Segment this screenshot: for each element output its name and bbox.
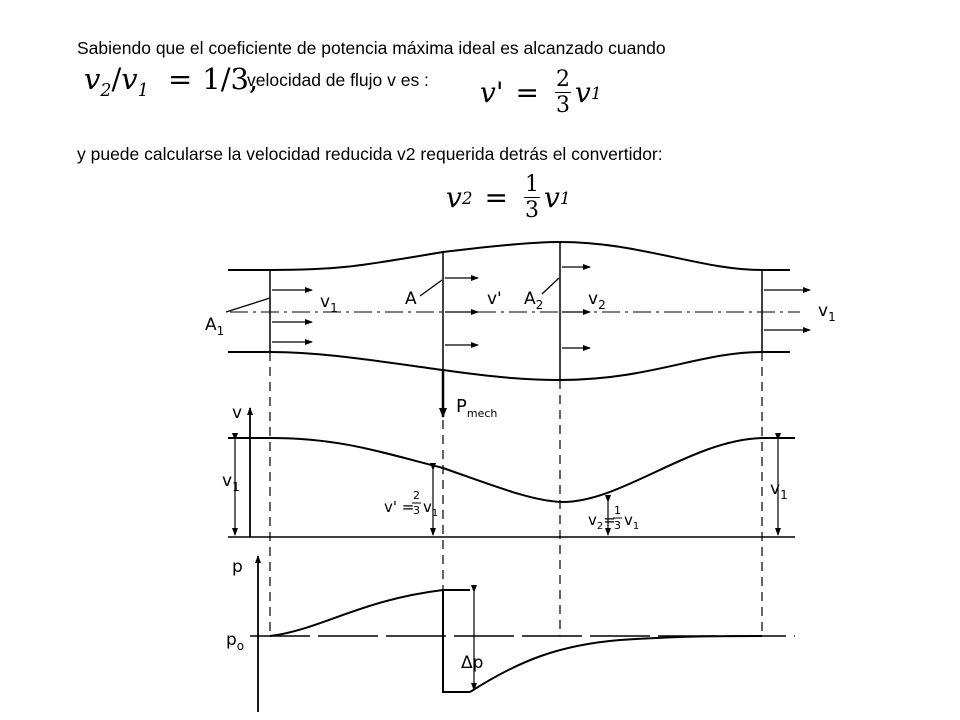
label-vprime-top: v' [487, 289, 502, 309]
eq2-var-sub: 1 [590, 82, 602, 103]
intro-text: Sabiendo que el coeficiente de potencia máxima ideal es alcanzado cuando [77, 38, 666, 58]
label-v1-rightlow: $v_1$ [770, 479, 788, 502]
label-a1: $A_1$ [205, 315, 225, 338]
eq1-lhs: v [84, 62, 101, 96]
streamtube-lower-boundary [228, 352, 790, 380]
label-v1-right: $v_1$ [818, 301, 836, 324]
label-v1-left: $v_1$ [222, 471, 240, 494]
label-vprime-eq: v' = [384, 498, 415, 516]
label-v-axis: v [232, 403, 243, 423]
label-v1-top: $v_1$ [320, 292, 338, 315]
eq3-var-sub: 1 [559, 187, 571, 208]
label-v2-num: 1 [614, 504, 621, 517]
eq1-slash: / [111, 62, 122, 96]
label-vprime-var: $v_1$ [423, 498, 439, 519]
label-p-axis: p [232, 557, 243, 577]
label-a: A [405, 289, 417, 309]
label-p0: $p_o$ [226, 630, 245, 653]
velocity-curve [228, 438, 795, 502]
pressure-curve-upstream [270, 590, 470, 636]
streamtube-upper-boundary [228, 242, 790, 270]
label-a2: $A_2$ [524, 289, 544, 312]
label-dp: Δp [461, 653, 484, 673]
eq2-equals: = [515, 76, 539, 110]
velocity-text: velocidad de flujo v es : [247, 70, 429, 90]
eq3-var: v [543, 181, 560, 215]
eq1-equals: = [167, 62, 193, 96]
eq3-num: 1 [524, 172, 539, 197]
label-vprime-num: 2 [413, 489, 420, 502]
eq2-lhs: v' [480, 76, 504, 110]
eq3-lhs: v [446, 181, 462, 215]
eq1-rhs-sub: 1 [137, 80, 149, 101]
a-leader-line [420, 280, 442, 296]
eq3-lhs-sub: 2 [461, 187, 473, 208]
label-v2-eq: $v_2=$ [588, 511, 616, 532]
eq1-lhs-sub: 2 [100, 80, 112, 101]
label-v2-top: $v_2$ [588, 289, 606, 312]
eq1-value: 1/3, [202, 62, 259, 96]
label-vprime-den: 3 [413, 504, 420, 517]
eq2-var: v [574, 76, 591, 110]
label-v2-var: $v_1$ [624, 511, 640, 532]
label-v2-den: 3 [614, 519, 621, 532]
reduced-velocity-text: y puede calcularse la velocidad reducida v2 requerida detrás el convertidor: [77, 144, 663, 164]
eq3-equals: = [484, 181, 508, 215]
a2-leader-line [542, 278, 559, 294]
eq3-den: 3 [524, 198, 539, 224]
a1-leader-line [226, 298, 270, 312]
label-pmech: $P_{mech}$ [456, 396, 498, 420]
eq2-num: 2 [555, 67, 570, 92]
pressure-curve-downstream [470, 636, 762, 692]
eq1-rhs: v [121, 62, 138, 96]
pressure-drop-line [443, 590, 470, 692]
eq2-den: 3 [555, 93, 570, 119]
